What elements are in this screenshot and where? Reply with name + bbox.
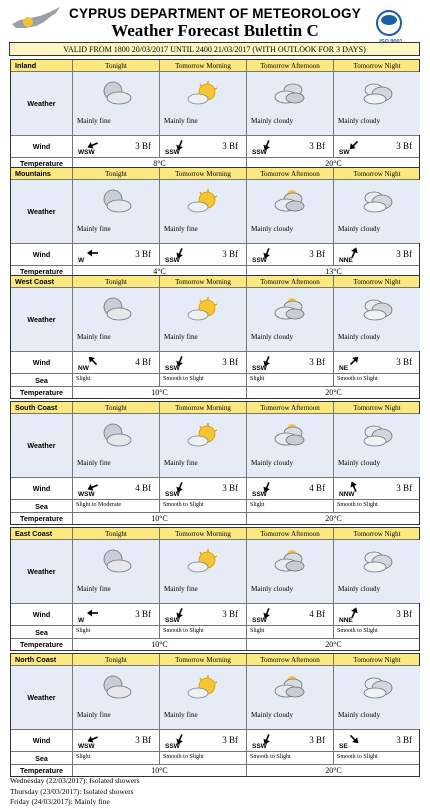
weather-description: Mainly fine <box>164 585 198 593</box>
sea-row <box>11 626 419 639</box>
wind-cell <box>160 730 247 751</box>
weather-description: Mainly cloudy <box>338 117 381 125</box>
wind-force: 3 Bf <box>396 357 412 367</box>
wind-cell <box>247 604 334 625</box>
cloud-night-icon <box>360 422 394 448</box>
weather-cell <box>73 540 160 603</box>
sea-state: Slight <box>247 500 334 512</box>
period-header: Tomorrow Afternoon <box>247 402 334 413</box>
wind-force: 4 Bf <box>135 483 151 493</box>
wind-arrow-icon <box>347 732 361 746</box>
wind-force: 3 Bf <box>309 141 325 151</box>
weather-cell <box>334 414 420 477</box>
temperature-label: Temperature <box>11 158 73 169</box>
section-east-coast <box>10 527 420 651</box>
section-west-coast <box>10 275 420 399</box>
temperature-tonight: 10°C <box>73 513 247 524</box>
period-header: Tonight <box>73 402 160 413</box>
sea-state: Smooth to Slight <box>337 502 378 508</box>
validity-banner: VALID FROM 1800 20/03/2017 UNTIL 2400 21/03/2017 (WITH OUTLOOK FOR 3 DAYS) <box>9 42 420 56</box>
sea-state: Slight <box>247 374 334 386</box>
wind-force: 3 Bf <box>396 609 412 619</box>
temperature-tomorrow: 20°C <box>325 514 342 523</box>
weather-label: Weather <box>11 666 73 729</box>
section-header-row <box>11 528 419 540</box>
weather-description: Mainly fine <box>164 711 198 719</box>
sun-cloud-icon <box>186 674 220 700</box>
weather-description: Mainly cloudy <box>338 585 381 593</box>
cloud-night-icon <box>360 674 394 700</box>
moon-cloud-icon <box>99 422 133 448</box>
period-header: Tomorrow Night <box>353 170 401 178</box>
cloud-sun-icon <box>273 188 307 214</box>
period-header: Tomorrow Night <box>353 278 401 286</box>
weather-description: Mainly fine <box>164 333 198 341</box>
sea-state: Smooth to Slight <box>337 376 378 382</box>
wind-cell <box>334 730 420 751</box>
weather-row <box>11 540 419 604</box>
weather-description: Mainly cloudy <box>251 711 294 719</box>
wind-direction: NE <box>339 365 349 372</box>
period-header: Tomorrow Night <box>353 656 401 664</box>
wind-row <box>11 730 419 752</box>
weather-row <box>11 72 419 136</box>
region-name: Mountains <box>11 168 73 179</box>
wind-cell <box>334 136 420 157</box>
weather-description: Mainly cloudy <box>338 459 381 467</box>
weather-cell <box>334 72 420 135</box>
region-name: Inland <box>11 60 73 71</box>
weather-description: Mainly cloudy <box>251 585 294 593</box>
weather-description: Mainly fine <box>77 333 111 341</box>
wind-direction: SE <box>339 743 348 750</box>
weather-label: Weather <box>11 288 73 351</box>
cloud-sun-icon <box>273 674 307 700</box>
sun-cloud-icon <box>186 188 220 214</box>
wind-cell <box>247 730 334 751</box>
sea-state: Slight <box>73 374 160 386</box>
wind-cell <box>73 352 160 373</box>
weather-description: Mainly fine <box>77 585 111 593</box>
period-header: Tonight <box>73 168 160 179</box>
wind-direction: SSW <box>252 149 267 156</box>
temperature-tonight: 4°C <box>73 266 247 277</box>
weather-cell <box>160 540 247 603</box>
wind-cell <box>160 478 247 499</box>
wind-cell <box>73 730 160 751</box>
wind-cell <box>334 604 420 625</box>
wind-label: Wind <box>11 478 73 499</box>
bulletin-title: Weather Forecast Bulettin C <box>111 21 319 40</box>
wind-arrow-icon <box>347 354 361 368</box>
sea-state: Smooth to Slight <box>337 628 378 634</box>
sun-cloud-icon <box>186 80 220 106</box>
cloud-sun-icon <box>273 548 307 574</box>
temperature-tomorrow: 20°C <box>325 159 342 168</box>
wind-label: Wind <box>11 136 73 157</box>
wind-cell <box>73 136 160 157</box>
section-mountains <box>10 167 420 278</box>
temperature-label: Temperature <box>11 765 73 776</box>
wind-force: 3 Bf <box>222 249 238 259</box>
temperature-row <box>11 765 419 776</box>
temperature-label: Temperature <box>11 387 73 398</box>
temperature-row <box>11 387 419 398</box>
sea-state: Smooth to Slight <box>160 626 247 638</box>
wind-force: 4 Bf <box>309 483 325 493</box>
weather-description: Mainly cloudy <box>338 225 381 233</box>
period-header: Tomorrow Afternoon <box>247 276 334 287</box>
wind-row <box>11 352 419 374</box>
sea-state: Smooth to Slight <box>160 500 247 512</box>
weather-cell <box>247 414 334 477</box>
sea-label: Sea <box>11 626 73 638</box>
wind-direction: SSW <box>165 617 180 624</box>
section-header-row <box>11 654 419 666</box>
wind-cell <box>160 244 247 265</box>
wind-arrow-icon <box>86 246 100 260</box>
weather-cell <box>160 414 247 477</box>
weather-description: Mainly cloudy <box>251 459 294 467</box>
weather-description: Mainly fine <box>164 459 198 467</box>
section-header-row <box>11 60 419 72</box>
wind-force: 3 Bf <box>396 141 412 151</box>
temperature-tomorrow: 13°C <box>325 267 342 276</box>
period-header: Tomorrow Night <box>353 62 401 70</box>
outlook-day-2: Thursday (23/03/2017): Isolated showers <box>10 786 134 796</box>
period-header: Tonight <box>73 276 160 287</box>
wind-direction: WSW <box>78 149 95 156</box>
weather-cell <box>160 180 247 243</box>
wind-force: 3 Bf <box>309 357 325 367</box>
weather-description: Mainly fine <box>77 459 111 467</box>
sea-label: Sea <box>11 752 73 764</box>
sea-label: Sea <box>11 374 73 386</box>
moon-cloud-icon <box>99 548 133 574</box>
temperature-tonight: 10°C <box>73 765 247 776</box>
wind-cell <box>160 604 247 625</box>
weather-cell <box>160 72 247 135</box>
wind-label: Wind <box>11 730 73 751</box>
section-header-row <box>11 168 419 180</box>
wind-cell <box>160 352 247 373</box>
period-header: Tomorrow Night <box>353 530 401 538</box>
weather-description: Mainly cloudy <box>251 225 294 233</box>
wind-direction: SSW <box>252 491 267 498</box>
wind-direction: SSW <box>165 365 180 372</box>
wind-direction: W <box>78 617 85 624</box>
period-header: Tomorrow Afternoon <box>247 60 334 71</box>
weather-cell <box>247 180 334 243</box>
weather-cell <box>73 414 160 477</box>
period-header: Tomorrow Morning <box>160 60 247 71</box>
sea-state: Smooth to Slight <box>160 752 247 764</box>
wind-direction: NW <box>78 365 89 372</box>
moon-cloud-icon <box>99 296 133 322</box>
period-header: Tomorrow Morning <box>160 528 247 539</box>
sun-cloud-icon <box>186 548 220 574</box>
iso-certification-logo <box>376 10 402 36</box>
sea-row <box>11 500 419 513</box>
period-header: Tomorrow Morning <box>160 276 247 287</box>
wind-cell <box>73 478 160 499</box>
period-header: Tonight <box>73 528 160 539</box>
temperature-row <box>11 639 419 650</box>
wind-force: 3 Bf <box>396 735 412 745</box>
temperature-tomorrow: 20°C <box>325 640 342 649</box>
wind-direction: SSW <box>252 257 267 264</box>
section-inland <box>10 59 420 170</box>
wind-cell <box>247 244 334 265</box>
wind-direction: SW <box>339 149 350 156</box>
weather-cell <box>160 666 247 729</box>
wind-direction: W <box>78 257 85 264</box>
wind-force: 4 Bf <box>309 609 325 619</box>
wind-row <box>11 604 419 626</box>
weather-row <box>11 288 419 352</box>
wind-cell <box>334 244 420 265</box>
period-header: Tomorrow Night <box>353 404 401 412</box>
region-name: East Coast <box>11 528 73 539</box>
wind-direction: NNE <box>339 617 353 624</box>
period-header: Tomorrow Morning <box>160 402 247 413</box>
region-name: North Coast <box>11 654 73 665</box>
weather-cell <box>334 666 420 729</box>
temperature-label: Temperature <box>11 639 73 650</box>
wind-direction: NNW <box>339 491 355 498</box>
temperature-tomorrow: 20°C <box>325 388 342 397</box>
temperature-label: Temperature <box>11 266 73 277</box>
weather-description: Mainly cloudy <box>338 333 381 341</box>
wind-cell <box>334 478 420 499</box>
weather-cell <box>334 180 420 243</box>
wind-cell <box>160 136 247 157</box>
sea-state: Slight <box>73 626 160 638</box>
wind-direction: SSW <box>252 743 267 750</box>
wind-row <box>11 136 419 158</box>
weather-label: Weather <box>11 72 73 135</box>
weather-description: Mainly cloudy <box>251 333 294 341</box>
weather-cell <box>73 180 160 243</box>
wind-row <box>11 478 419 500</box>
section-header-row <box>11 402 419 414</box>
cloud-sun-icon <box>273 422 307 448</box>
weather-description: Mainly fine <box>164 225 198 233</box>
wind-force: 3 Bf <box>309 735 325 745</box>
weather-cell <box>73 72 160 135</box>
wind-label: Wind <box>11 244 73 265</box>
wind-direction: WSW <box>78 491 95 498</box>
moon-cloud-icon <box>99 188 133 214</box>
wind-direction: SSW <box>252 617 267 624</box>
sea-state: Slight to Moderate <box>73 500 160 512</box>
wind-label: Wind <box>11 352 73 373</box>
period-header: Tomorrow Afternoon <box>247 168 334 179</box>
weather-description: Mainly fine <box>164 117 198 125</box>
section-north-coast <box>10 653 420 777</box>
wind-arrow-icon <box>86 606 100 620</box>
wind-cell <box>247 352 334 373</box>
section-south-coast <box>10 401 420 525</box>
temperature-tonight: 10°C <box>73 387 247 398</box>
weather-label: Weather <box>11 540 73 603</box>
sun-cloud-icon <box>186 422 220 448</box>
outlook-day-3: Friday (24/03/2017): Mainly fine <box>10 797 110 806</box>
cloud-night-icon <box>360 188 394 214</box>
weather-description: Mainly fine <box>77 117 111 125</box>
cloud-icon <box>273 80 307 106</box>
wind-direction: SSW <box>165 491 180 498</box>
wind-direction: NNE <box>339 257 353 264</box>
temperature-tomorrow: 20°C <box>325 766 342 775</box>
sea-state: Slight <box>73 752 160 764</box>
period-header: Tomorrow Morning <box>160 168 247 179</box>
weather-cell <box>247 288 334 351</box>
wind-row <box>11 244 419 266</box>
temperature-row <box>11 513 419 524</box>
sea-state: Smooth to Slight <box>337 754 378 760</box>
sea-state: Slight <box>247 626 334 638</box>
wind-direction: SSW <box>165 743 180 750</box>
moon-cloud-icon <box>99 674 133 700</box>
wind-label: Wind <box>11 604 73 625</box>
weather-description: Mainly fine <box>77 225 111 233</box>
wind-force: 3 Bf <box>309 249 325 259</box>
wind-force: 4 Bf <box>135 357 151 367</box>
region-name: West Coast <box>11 276 73 287</box>
weather-cell <box>73 288 160 351</box>
header <box>0 0 430 44</box>
temperature-label: Temperature <box>11 513 73 524</box>
period-header: Tonight <box>73 60 160 71</box>
wind-force: 3 Bf <box>222 141 238 151</box>
wind-force: 3 Bf <box>396 249 412 259</box>
cloud-sun-icon <box>273 296 307 322</box>
temperature-tonight: 8°C <box>73 158 247 169</box>
wind-force: 3 Bf <box>222 735 238 745</box>
wind-cell <box>73 244 160 265</box>
weather-row <box>11 666 419 730</box>
cloud-night-icon <box>360 548 394 574</box>
temperature-tonight: 10°C <box>73 639 247 650</box>
moon-cloud-icon <box>99 80 133 106</box>
wind-force: 3 Bf <box>135 735 151 745</box>
wind-cell <box>73 604 160 625</box>
wind-cell <box>247 136 334 157</box>
weather-row <box>11 414 419 478</box>
wind-direction: SSW <box>252 365 267 372</box>
cloud-night-icon <box>360 80 394 106</box>
sea-state: Smooth to Slight <box>160 374 247 386</box>
wind-force: 3 Bf <box>222 609 238 619</box>
sea-label: Sea <box>11 500 73 512</box>
sea-row <box>11 752 419 765</box>
sea-state: Smooth to Slight <box>247 752 334 764</box>
wind-cell <box>334 352 420 373</box>
region-name: South Coast <box>11 402 73 413</box>
period-header: Tomorrow Afternoon <box>247 654 334 665</box>
weather-description: Mainly fine <box>77 711 111 719</box>
wind-force: 3 Bf <box>135 609 151 619</box>
sun-cloud-icon <box>186 296 220 322</box>
period-header: Tomorrow Morning <box>160 654 247 665</box>
sea-row <box>11 374 419 387</box>
wind-direction: WSW <box>78 743 95 750</box>
weather-description: Mainly cloudy <box>251 117 294 125</box>
wind-cell <box>247 478 334 499</box>
weather-cell <box>334 540 420 603</box>
period-header: Tonight <box>73 654 160 665</box>
wind-force: 3 Bf <box>222 483 238 493</box>
wind-force: 3 Bf <box>222 357 238 367</box>
period-header: Tomorrow Afternoon <box>247 528 334 539</box>
wind-direction: SSW <box>165 257 180 264</box>
weather-cell <box>247 540 334 603</box>
wind-force: 3 Bf <box>396 483 412 493</box>
cloud-night-icon <box>360 296 394 322</box>
section-header-row <box>11 276 419 288</box>
wind-force: 3 Bf <box>135 249 151 259</box>
wind-force: 3 Bf <box>135 141 151 151</box>
outlook <box>10 776 140 808</box>
wind-direction: SSW <box>165 149 180 156</box>
weather-cell <box>160 288 247 351</box>
department-title: CYPRUS DEPARTMENT OF METEOROLOGY <box>69 6 361 21</box>
weather-cell <box>334 288 420 351</box>
weather-cell <box>73 666 160 729</box>
weather-cell <box>247 72 334 135</box>
weather-description: Mainly cloudy <box>338 711 381 719</box>
weather-row <box>11 180 419 244</box>
outlook-day-1: Wednesday (22/03/2017): Isolated showers <box>10 776 140 785</box>
weather-label: Weather <box>11 180 73 243</box>
weather-cell <box>247 666 334 729</box>
weather-label: Weather <box>11 414 73 477</box>
